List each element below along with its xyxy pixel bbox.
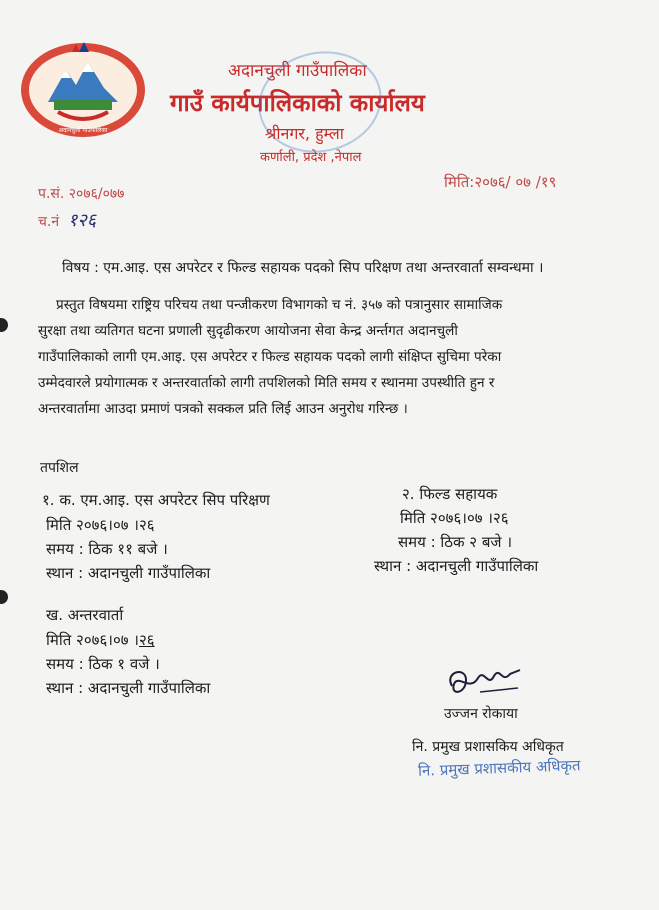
interview-place: स्थान : अदानचुली गाउँपालिका	[46, 679, 211, 697]
body-line: सुरक्षा तथा व्यतिगत घटना प्रणाली सुदृढीकरण आयोजना सेवा केन्द्र अर्न्तगत अदानचुली	[38, 323, 458, 339]
punch-hole	[0, 590, 8, 604]
punch-hole	[0, 318, 8, 332]
field-assistant-time: समय : ठिक २ बजे ।	[398, 533, 513, 551]
office-address: श्रीनगर, हुम्ला	[265, 124, 344, 143]
municipality-name: अदानचुली गाउँपालिका	[228, 61, 367, 81]
subject-line: विषय : एम.आइ. एस अपरेटर र फिल्ड सहायक पदको सिप परिक्षण तथा अन्तरवार्ता सम्वन्धमा ।	[62, 260, 544, 276]
interview-date-prefix: मिति २०७६।०७ ।	[46, 631, 139, 649]
emblem-text: अदानचुली गाउँपालिका	[58, 127, 108, 134]
letter-date: मिति:२०७६/ ०७ /१९	[444, 173, 557, 191]
interview-title: ख. अन्तरवार्ता	[46, 606, 124, 624]
skill-test-date: मिति २०७६।०७ ।२६	[46, 516, 155, 534]
body-line: उम्मेदवारले प्रयोगात्मक र अन्तरवार्ताको लागी तपशिलको मिति समय र स्थानमा उपस्थीति हुन र	[38, 375, 495, 391]
interview-time: समय : ठिक १ वजे ।	[46, 655, 160, 673]
body-line: गाउँपालिकाको लागी एम.आइ. एस अपरेटर र फिल्ड सहायक पदको लागी संक्षिप्त सुचिमा परेका	[38, 349, 502, 365]
interview-date-day: २६	[139, 631, 155, 649]
handwritten-signature-icon	[440, 662, 530, 702]
signatory-name: उज्जन रोकाया	[444, 706, 518, 722]
field-assistant-place: स्थान : अदानचुली गाउँपालिका	[374, 557, 539, 575]
skill-test-time: समय : ठिक ११ बजे ।	[46, 540, 168, 558]
interview-date	[46, 630, 155, 650]
dispatch-number: १२६	[68, 210, 97, 231]
body-line: अन्तरवार्तामा आउदा प्रमाणं पत्रको सक्कल प्रति लिई आउन अनुरोध गरिन्छ ।	[38, 401, 408, 417]
reference-number: प.सं. २०७६/०७७	[38, 186, 125, 202]
province-country: कर्णाली, प्रदेश ,नेपाल	[260, 150, 362, 165]
dispatch-label: च.नं	[38, 214, 60, 230]
office-title: गाउँ कार्यपालिकाको कार्यालय	[170, 89, 425, 117]
details-heading: तपशिल	[40, 460, 79, 476]
field-assistant-date: मिति २०७६।०७ ।२६	[400, 509, 509, 527]
skill-test-place: स्थान : अदानचुली गाउँपालिका	[46, 564, 211, 582]
nepal-emblem-icon	[18, 40, 148, 140]
field-assistant-title: २. फिल्ड सहायक	[402, 485, 498, 503]
body-line: प्रस्तुत विषयमा राष्ट्रिय परिचय तथा पन्जीकरण विभागको च नं. ३५७ को पत्रानुसार सामाजिक	[56, 297, 503, 313]
designation-stamp: नि. प्रमुख प्रशासकीय अधिकृत	[417, 756, 581, 780]
signatory-designation: नि. प्रमुख प्रशासकिय अधिकृत	[412, 739, 564, 755]
skill-test-title: १. क. एम.आइ. एस अपरेटर सिप परिक्षण	[42, 491, 270, 509]
